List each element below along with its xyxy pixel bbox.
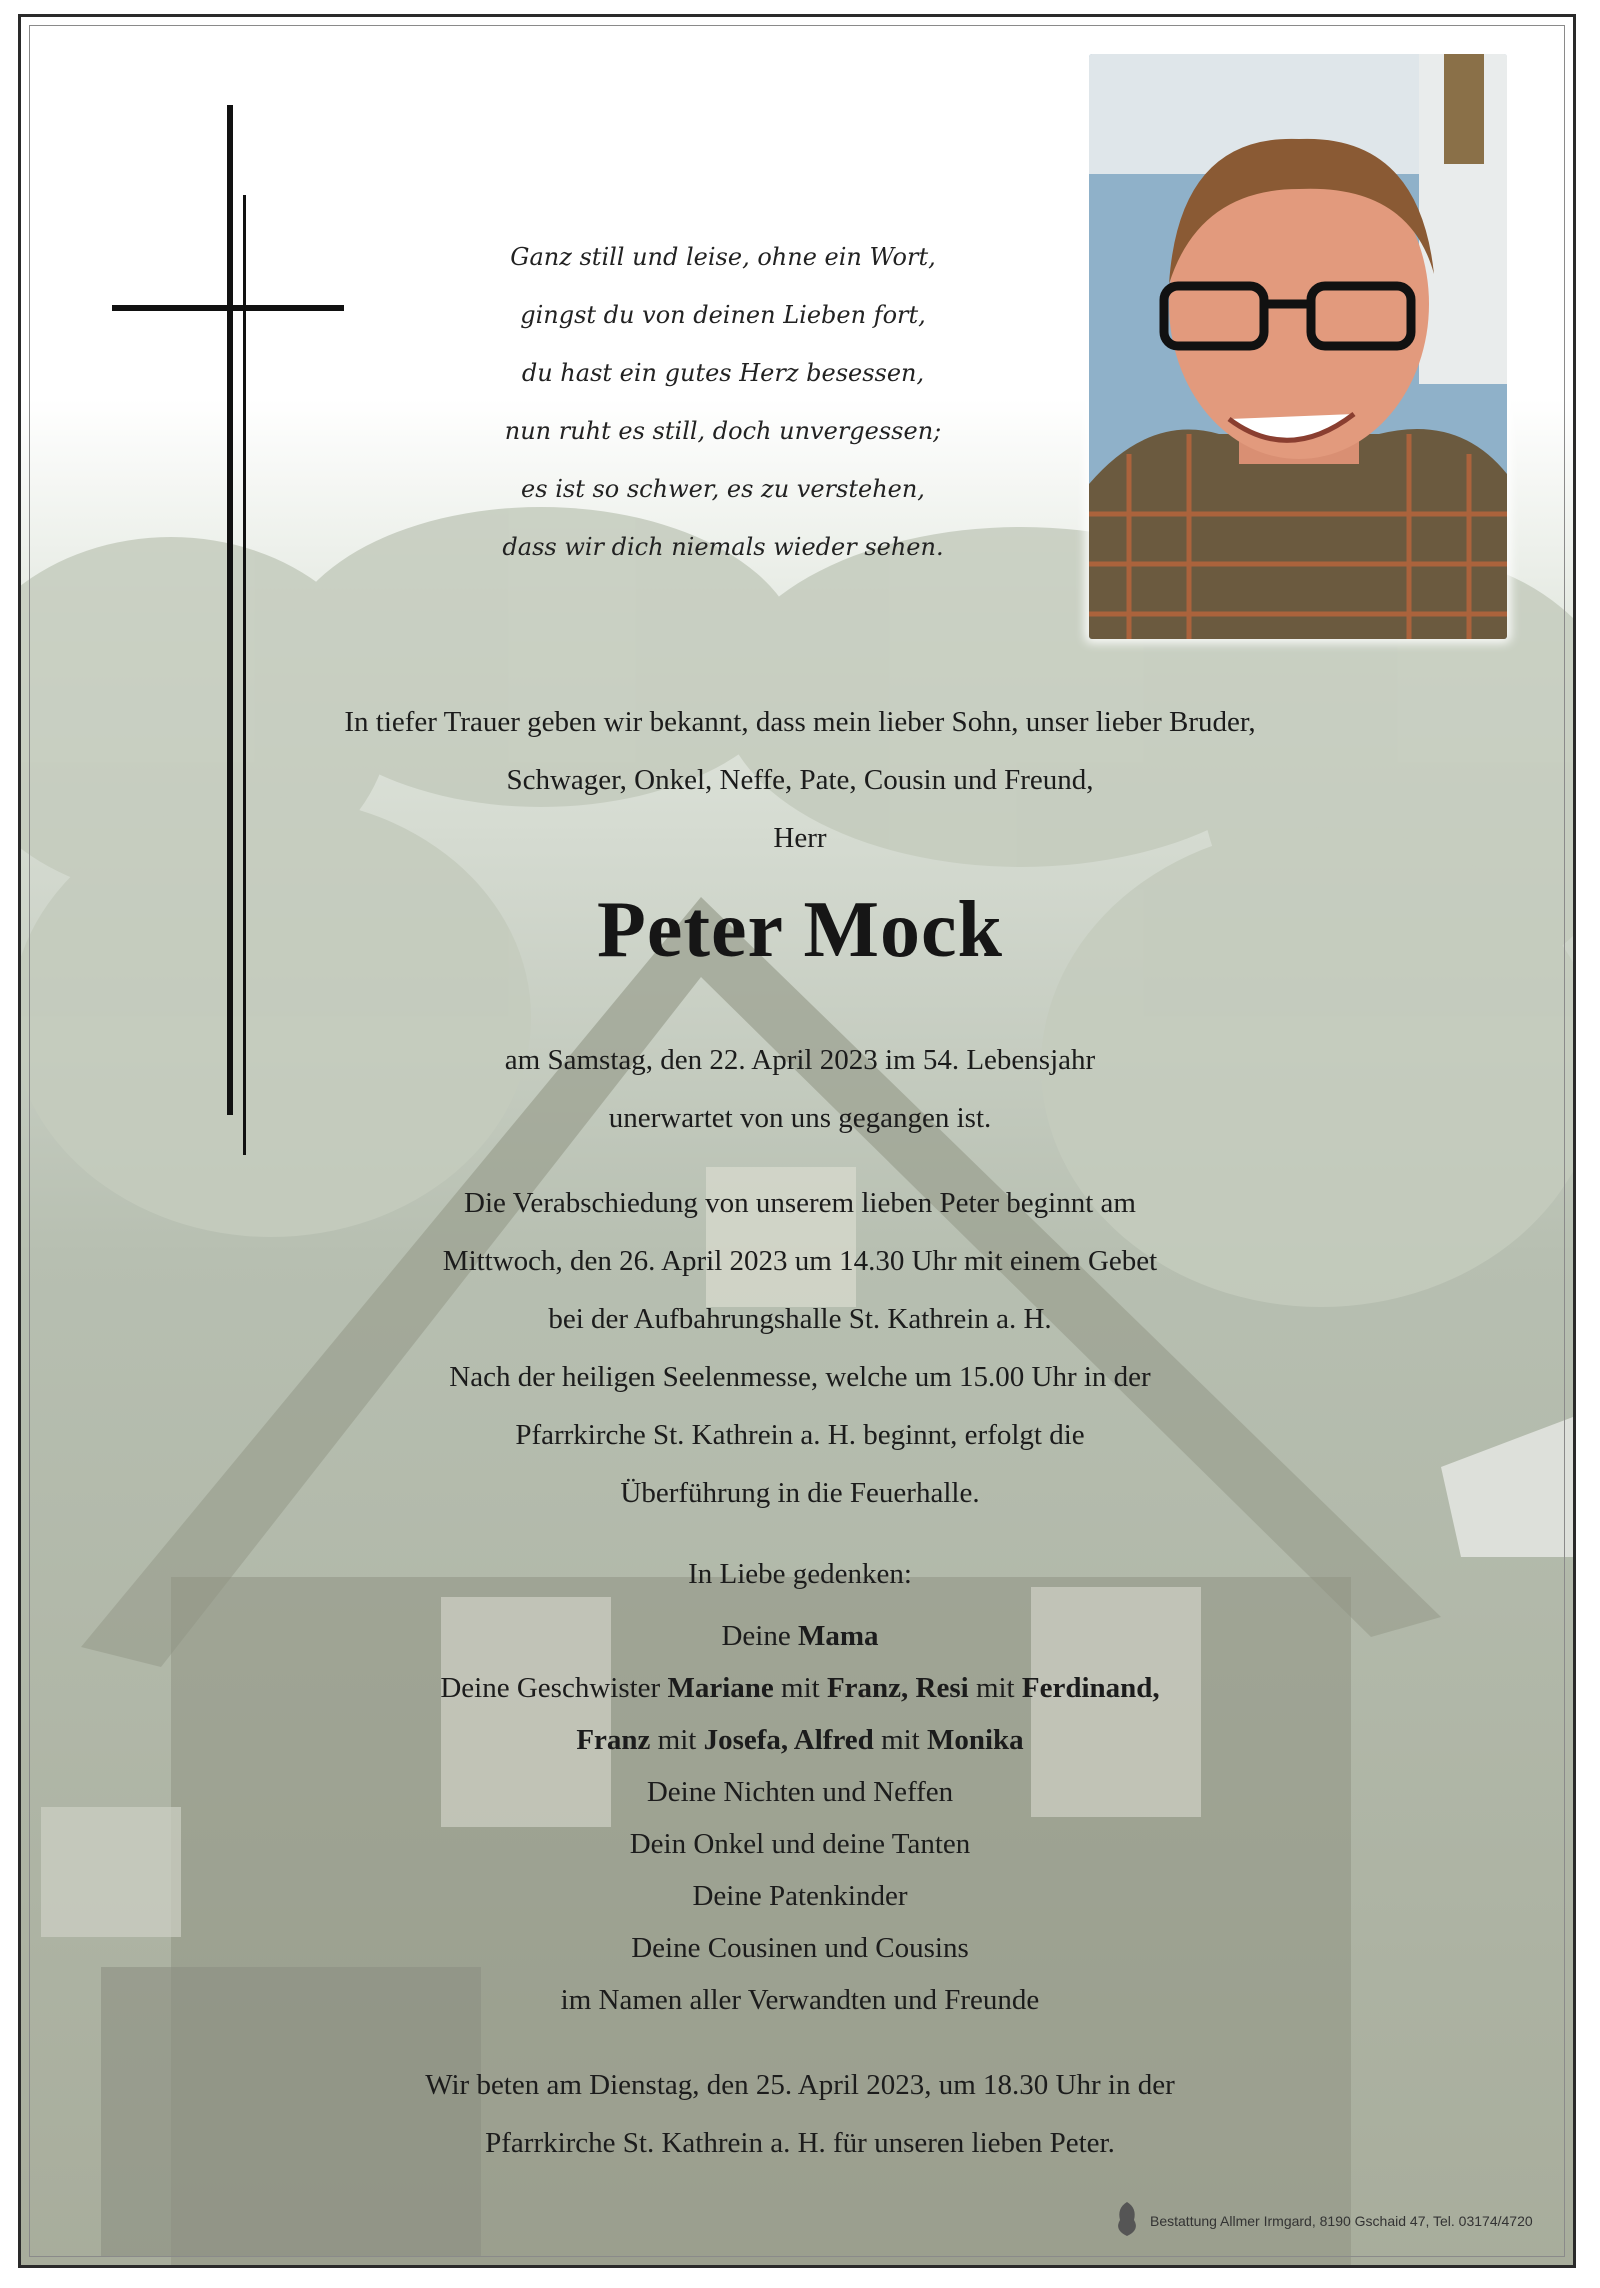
ceremony-line: Überführung in die Feuerhalle. <box>620 1477 980 1509</box>
mourners-intro <box>300 1545 1300 1603</box>
mourner-line: Dein Onkel und deine Tanten <box>629 1828 971 1860</box>
poem-line: gingst du von deinen Lieben fort, <box>520 301 926 329</box>
undertaker-footer: Bestattung Allmer Irmgard, 8190 Gschaid 47, Tel. 03174/4720 <box>1150 2213 1533 2229</box>
mourner-line: Deine Geschwister Mariane mit Franz, Resi mit Ferdinand, <box>440 1672 1160 1704</box>
mourner-line: Deine Mama <box>721 1620 879 1652</box>
poem-line: Ganz still und leise, ohne ein Wort, <box>510 243 936 271</box>
poem-line: du hast ein gutes Herz besessen, <box>521 359 925 387</box>
mourners-list <box>300 1610 1300 2026</box>
mourner-line: Deine Patenkinder <box>692 1880 908 1912</box>
ceremony-line: Die Verabschiedung von unserem lieben Peter beginnt am <box>464 1187 1136 1219</box>
poem-line: nun ruht es still, doch unvergessen; <box>504 417 942 445</box>
poem <box>440 228 1006 576</box>
prayer-line: Pfarrkirche St. Kathrein a. H. für unseren lieben Peter. <box>485 2127 1115 2159</box>
ceremony-line: Nach der heiligen Seelenmesse, welche um 15.00 Uhr in der <box>449 1361 1151 1393</box>
announcement-line: Herr <box>773 822 827 854</box>
mourner-line: Deine Cousinen und Cousins <box>631 1932 969 1964</box>
poem-line: es ist so schwer, es zu verstehen, <box>521 475 925 503</box>
mourner-line: Franz mit Josefa, Alfred mit Monika <box>576 1724 1024 1756</box>
death-line: unerwartet von uns gegangen ist. <box>608 1102 992 1134</box>
mourner-line: Deine Nichten und Neffen <box>646 1776 954 1808</box>
cross-icon <box>227 105 233 1115</box>
death-notice <box>300 1031 1300 1147</box>
announcement-line: Schwager, Onkel, Neffe, Pate, Cousin und Freund, <box>506 764 1094 796</box>
cross-shadow-line <box>243 195 246 1155</box>
poem-line: dass wir dich niemals wieder sehen. <box>502 533 944 561</box>
announcement-line: In tiefer Trauer geben wir bekannt, dass mein lieber Sohn, unser lieber Bruder, <box>344 706 1256 738</box>
prayer-line: Wir beten am Dienstag, den 25. April 2023, um 18.30 Uhr in der <box>425 2069 1175 2101</box>
cross-bar <box>112 305 344 311</box>
undertaker-logo-icon <box>1112 2200 1142 2238</box>
ceremony-line: Mittwoch, den 26. April 2023 um 14.30 Uhr mit einem Gebet <box>442 1245 1158 1277</box>
prayer-info <box>300 2056 1300 2172</box>
ceremony-info <box>300 1174 1300 1522</box>
mourner-line: im Namen aller Verwandten und Freunde <box>560 1984 1040 2016</box>
portrait-photo <box>1089 54 1507 639</box>
announcement <box>300 693 1300 867</box>
deceased-name: Peter Mock <box>596 886 1004 974</box>
ceremony-line: bei der Aufbahrungshalle St. Kathrein a. H. <box>548 1303 1052 1335</box>
mourners-intro-text: In Liebe gedenken: <box>688 1558 912 1590</box>
death-line: am Samstag, den 22. April 2023 im 54. Lebensjahr <box>504 1044 1096 1076</box>
ceremony-line: Pfarrkirche St. Kathrein a. H. beginnt, erfolgt die <box>515 1419 1085 1451</box>
